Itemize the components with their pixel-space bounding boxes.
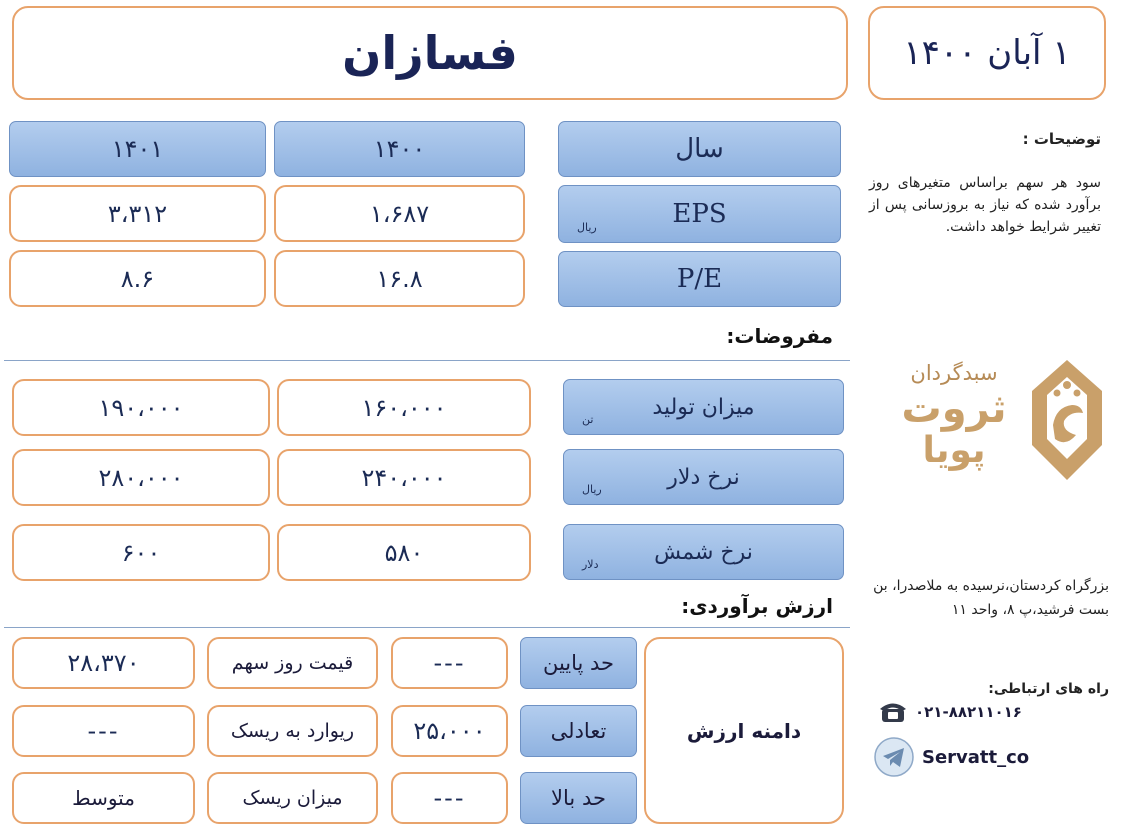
- telegram-icon: [874, 737, 914, 777]
- brand-name-line1: سبدگردان: [910, 361, 998, 385]
- year-1401-cell: ۱۴۰۱: [9, 121, 266, 177]
- lower-bound-value-cell: ---: [391, 637, 508, 689]
- risk-level-value-cell: متوسط: [12, 772, 195, 824]
- market-price-label-cell: قیمت روز سهم: [207, 637, 378, 689]
- telegram-handle: Servatt_co: [922, 746, 1030, 768]
- dollar-rate-1400-cell: ۲۴۰،۰۰۰: [277, 449, 531, 506]
- eps-1400-cell: ۱،۶۸۷: [274, 185, 525, 242]
- ingot-price-1400-cell: ۵۸۰: [277, 524, 531, 581]
- valuation-divider: [4, 627, 850, 628]
- valuation-heading: ارزش برآوردی:: [681, 594, 833, 618]
- phone-icon: [879, 700, 907, 724]
- brand-logo: [880, 355, 1120, 485]
- ingot-price-label-cell: نرخ شمش دلار: [563, 524, 844, 580]
- pe-label-cell: P/E: [558, 251, 841, 307]
- phone-number: ۰۲۱-۸۸۲۱۱۰۱۶: [915, 703, 1022, 721]
- assumptions-heading: مفروضات:: [726, 324, 833, 348]
- notes-title: توضیحات :: [1022, 130, 1101, 148]
- market-price-value-cell: ۲۸،۳۷۰: [12, 637, 195, 689]
- assumptions-divider: [4, 360, 850, 361]
- risk-level-label-cell: میزان ریسک: [207, 772, 378, 824]
- dollar-rate-1401-cell: ۲۸۰،۰۰۰: [12, 449, 270, 506]
- ingot-price-1401-cell: ۶۰۰: [12, 524, 270, 581]
- upper-bound-value-cell: ---: [391, 772, 508, 824]
- brand-name-line3: پویا: [922, 430, 986, 471]
- telegram-row[interactable]: [874, 736, 1104, 778]
- production-1400-cell: ۱۶۰،۰۰۰: [277, 379, 531, 436]
- upper-bound-label-cell: حد بالا: [520, 772, 637, 824]
- eps-label-cell: EPS ریال: [558, 185, 841, 243]
- production-label-cell: میزان تولید تن: [563, 379, 844, 435]
- equilibrium-value-cell: ۲۵،۰۰۰: [391, 705, 508, 757]
- title-box: [12, 6, 848, 100]
- notes-body: سود هر سهم براساس متغیرهای روز برآورد شده که نیاز به بروزسانی پس از تغییر شرایط خواهد داشت.: [869, 175, 1101, 235]
- address-text: بزرگراه کردستان،نرسیده به ملاصدرا، بن بست فرشید،پ ۸، واحد ۱۱: [873, 578, 1109, 618]
- eps-unit: ریال: [577, 221, 597, 234]
- dollar-rate-label-cell: نرخ دلار ریال: [563, 449, 844, 505]
- year-label-cell: سال: [558, 121, 841, 177]
- phone-row[interactable]: [879, 697, 1109, 727]
- lower-bound-label-cell: حد پایین: [520, 637, 637, 689]
- year-1400-cell: ۱۴۰۰: [274, 121, 525, 177]
- pe-1401-cell: ۸.۶: [9, 250, 266, 307]
- reward-risk-label-cell: ریوارد به ریسک: [207, 705, 378, 757]
- page-title: فسازان: [342, 26, 518, 80]
- date-box: [868, 6, 1106, 100]
- contact-title: راه های ارتباطی:: [988, 681, 1109, 697]
- pe-1400-cell: ۱۶.۸: [274, 250, 525, 307]
- reward-risk-value-cell: ---: [12, 705, 195, 757]
- date-label: ۱ آبان ۱۴۰۰: [903, 33, 1071, 73]
- brand-name-line2: ثروت: [901, 386, 1007, 432]
- production-1401-cell: ۱۹۰،۰۰۰: [12, 379, 270, 436]
- eps-1401-cell: ۳،۳۱۲: [9, 185, 266, 242]
- equilibrium-label-cell: تعادلی: [520, 705, 637, 757]
- value-range-box: دامنه ارزش: [644, 637, 844, 824]
